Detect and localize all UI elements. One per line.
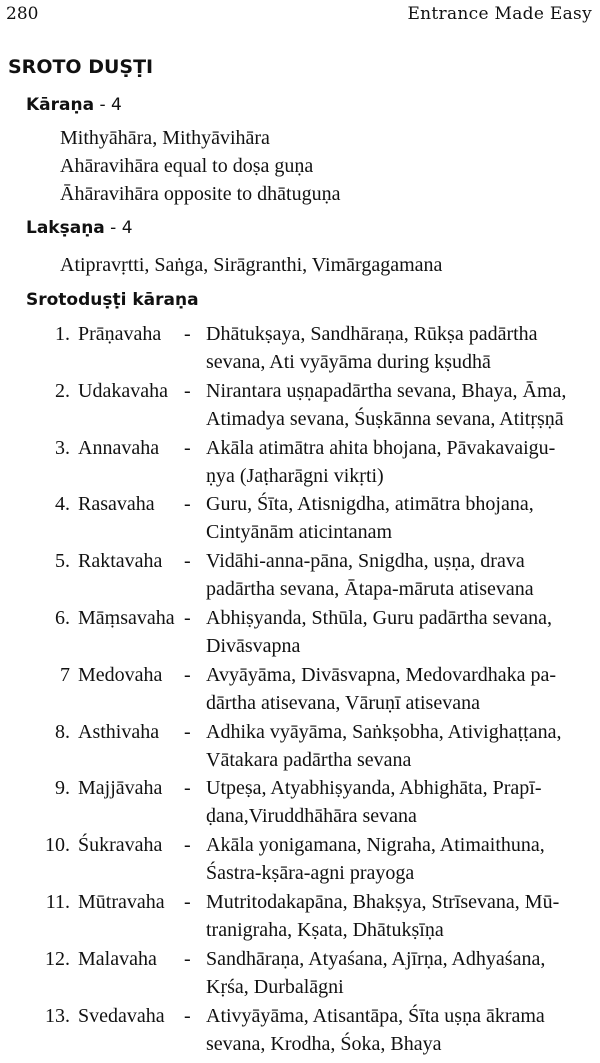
srotas-cause-line-2: Śastra-kṣāra-agni prayoga (206, 862, 415, 885)
srotas-number: 6. (55, 607, 70, 629)
srotas-row (0, 437, 600, 495)
srotas-cause-line-2: ḍana,Viruddhāhāra sevana (206, 805, 417, 828)
karana-label: Kāraṇa (26, 95, 95, 115)
srotas-dash: - (184, 550, 191, 573)
srotas-name: Rasavaha (78, 493, 155, 516)
srotas-number: 10. (45, 834, 70, 857)
srotas-cause-line-1: Mutritodakapāna, Bhakṣya, Strīsevana, Mū- (206, 891, 560, 913)
srotas-cause-line-1: Adhika vyāyāma, Saṅkṣobha, Ativighaṭṭana, (206, 720, 562, 743)
srotas-dash: - (184, 493, 191, 516)
srotas-row (0, 721, 600, 779)
srotas-dash: - (184, 607, 191, 629)
srotas-cause-line-2: sevana, Krodha, Śoka, Bhaya (206, 1032, 442, 1055)
srotas-cause-line-2: Kṛśa, Durbalāgni (206, 975, 344, 998)
laksana-count: - 4 (104, 218, 133, 238)
karana-item-3: Āhāravihāra opposite to dhātuguṇa (60, 183, 341, 205)
srotas-number: 8. (55, 720, 70, 743)
srotas-cause-line-1: Ativyāyāma, Atisantāpa, Śīta uṣṇa ākrama (206, 1004, 545, 1027)
srotas-dash: - (184, 379, 191, 402)
srotas-cause-line-2: Cintyānām aticintanam (206, 521, 393, 544)
srotas-row (0, 948, 600, 1006)
srotas-row (0, 834, 600, 892)
srotas-cause-line-1: Avyāyāma, Divāsvapna, Medovardhaka pa- (206, 663, 557, 686)
srotas-number: 7 (60, 663, 70, 686)
srotas-cause-line-2: sevana, Ati vyāyāma during kṣudhā (206, 351, 491, 373)
laksana-text: Atipravṛtti, Saṅga, Sirāgranthi, Vimārgagamana (60, 254, 443, 276)
srotas-name: Mūtravaha (78, 891, 165, 913)
srotas-dash: - (184, 436, 191, 459)
karana-count: - 4 (94, 95, 122, 115)
srotas-cause-line-2: dārtha atisevana, Vāruṇī atisevana (206, 691, 480, 714)
karana-item-2: Ahāravihāra equal to doṣa guṇa (60, 155, 314, 177)
srotas-number: 13. (45, 1004, 70, 1027)
srotas-dash: - (184, 720, 191, 743)
srotas-name: Asthivaha (78, 720, 160, 743)
page-header (6, 4, 592, 30)
srotas-cause-line-1: Nirantara uṣṇapadārtha sevana, Bhaya, Āma, (206, 379, 567, 402)
srotas-cause-line-2: Atimadya sevana, Śuṣkānna sevana, Atitṛṣṇā (206, 407, 564, 430)
srotas-dash: - (184, 663, 191, 686)
srotas-cause-line-2: padārtha sevana, Ātapa-māruta atisevana (206, 578, 534, 601)
laksana-label: Lakṣaṇa (26, 218, 105, 238)
srotas-number: 5. (55, 550, 70, 573)
running-head: Entrance Made Easy (407, 4, 592, 24)
srotas-number: 4. (55, 493, 70, 516)
srotas-number: 3. (55, 436, 70, 459)
srotas-cause-line-1: Utpeṣa, Atyabhiṣyanda, Abhighāta, Prapī- (206, 777, 542, 800)
srotas-number: 12. (45, 947, 70, 970)
srotas-name: Majjāvaha (78, 777, 163, 800)
srotas-row (0, 323, 600, 381)
srotas-cause-line-1: Abhiṣyanda, Sthūla, Guru padārtha sevana, (206, 607, 553, 629)
srotas-row (0, 607, 600, 665)
srotas-name: Māṃsavaha (78, 607, 175, 629)
section-title: SROTO DUṢṬI (8, 56, 154, 78)
srotas-dash: - (184, 777, 191, 800)
srotas-dash: - (184, 891, 191, 913)
srotas-dash: - (184, 323, 191, 345)
srotas-name: Udakavaha (78, 379, 168, 402)
srotas-cause-line-2: tranigraha, Kṣata, Dhātukṣīṇa (206, 919, 444, 941)
srotas-cause-line-2: ṇya (Jaṭharāgni vikṛti) (206, 464, 384, 487)
srotas-cause-line-1: Akāla atimātra ahita bhojana, Pāvakavaigu- (206, 436, 556, 459)
srotas-cause-line-1: Akāla yonigamana, Nigraha, Atimaithuna, (206, 834, 545, 857)
srotas-number: 1. (55, 323, 70, 345)
srotodusti-heading: Srotoduṣṭi kāraṇa (26, 290, 199, 310)
srotas-dash: - (184, 947, 191, 970)
laksana-heading (26, 218, 133, 238)
srotas-dash: - (184, 834, 191, 857)
srotas-row (0, 493, 600, 551)
srotas-name: Malavaha (78, 947, 157, 970)
srotas-row (0, 777, 600, 835)
page-number: 280 (6, 4, 39, 24)
srotas-name: Śukravaha (78, 834, 163, 857)
srotas-name: Medovaha (78, 663, 163, 686)
srotas-name: Prāṇavaha (78, 323, 162, 345)
srotas-number: 11. (45, 891, 70, 913)
srotas-cause-line-1: Dhātukṣaya, Sandhāraṇa, Rūkṣa padārtha (206, 323, 538, 345)
srotas-cause-line-1: Vidāhi-anna-pāna, Snigdha, uṣṇa, drava (206, 550, 525, 573)
srotas-row (0, 891, 600, 949)
srotas-row (0, 664, 600, 722)
srotas-dash: - (184, 1004, 191, 1027)
srotas-row (0, 1005, 600, 1063)
srotas-number: 2. (55, 379, 70, 402)
srotas-name: Annavaha (78, 436, 160, 459)
karana-item-1: Mithyāhāra, Mithyāvihāra (60, 127, 270, 149)
srotas-row (0, 550, 600, 608)
srotas-cause-line-1: Sandhāraṇa, Atyaśana, Ajīrṇa, Adhyaśana, (206, 947, 546, 970)
srotas-name: Raktavaha (78, 550, 163, 573)
karana-heading (26, 95, 122, 115)
srotas-number: 9. (55, 777, 70, 800)
srotas-name: Svedavaha (78, 1004, 165, 1027)
srotas-cause-line-2: Vātakara padārtha sevana (206, 748, 412, 771)
srotas-cause-line-2: Divāsvapna (206, 635, 301, 657)
srotas-cause-line-1: Guru, Śīta, Atisnigdha, atimātra bhojana, (206, 493, 534, 516)
srotas-row (0, 380, 600, 438)
